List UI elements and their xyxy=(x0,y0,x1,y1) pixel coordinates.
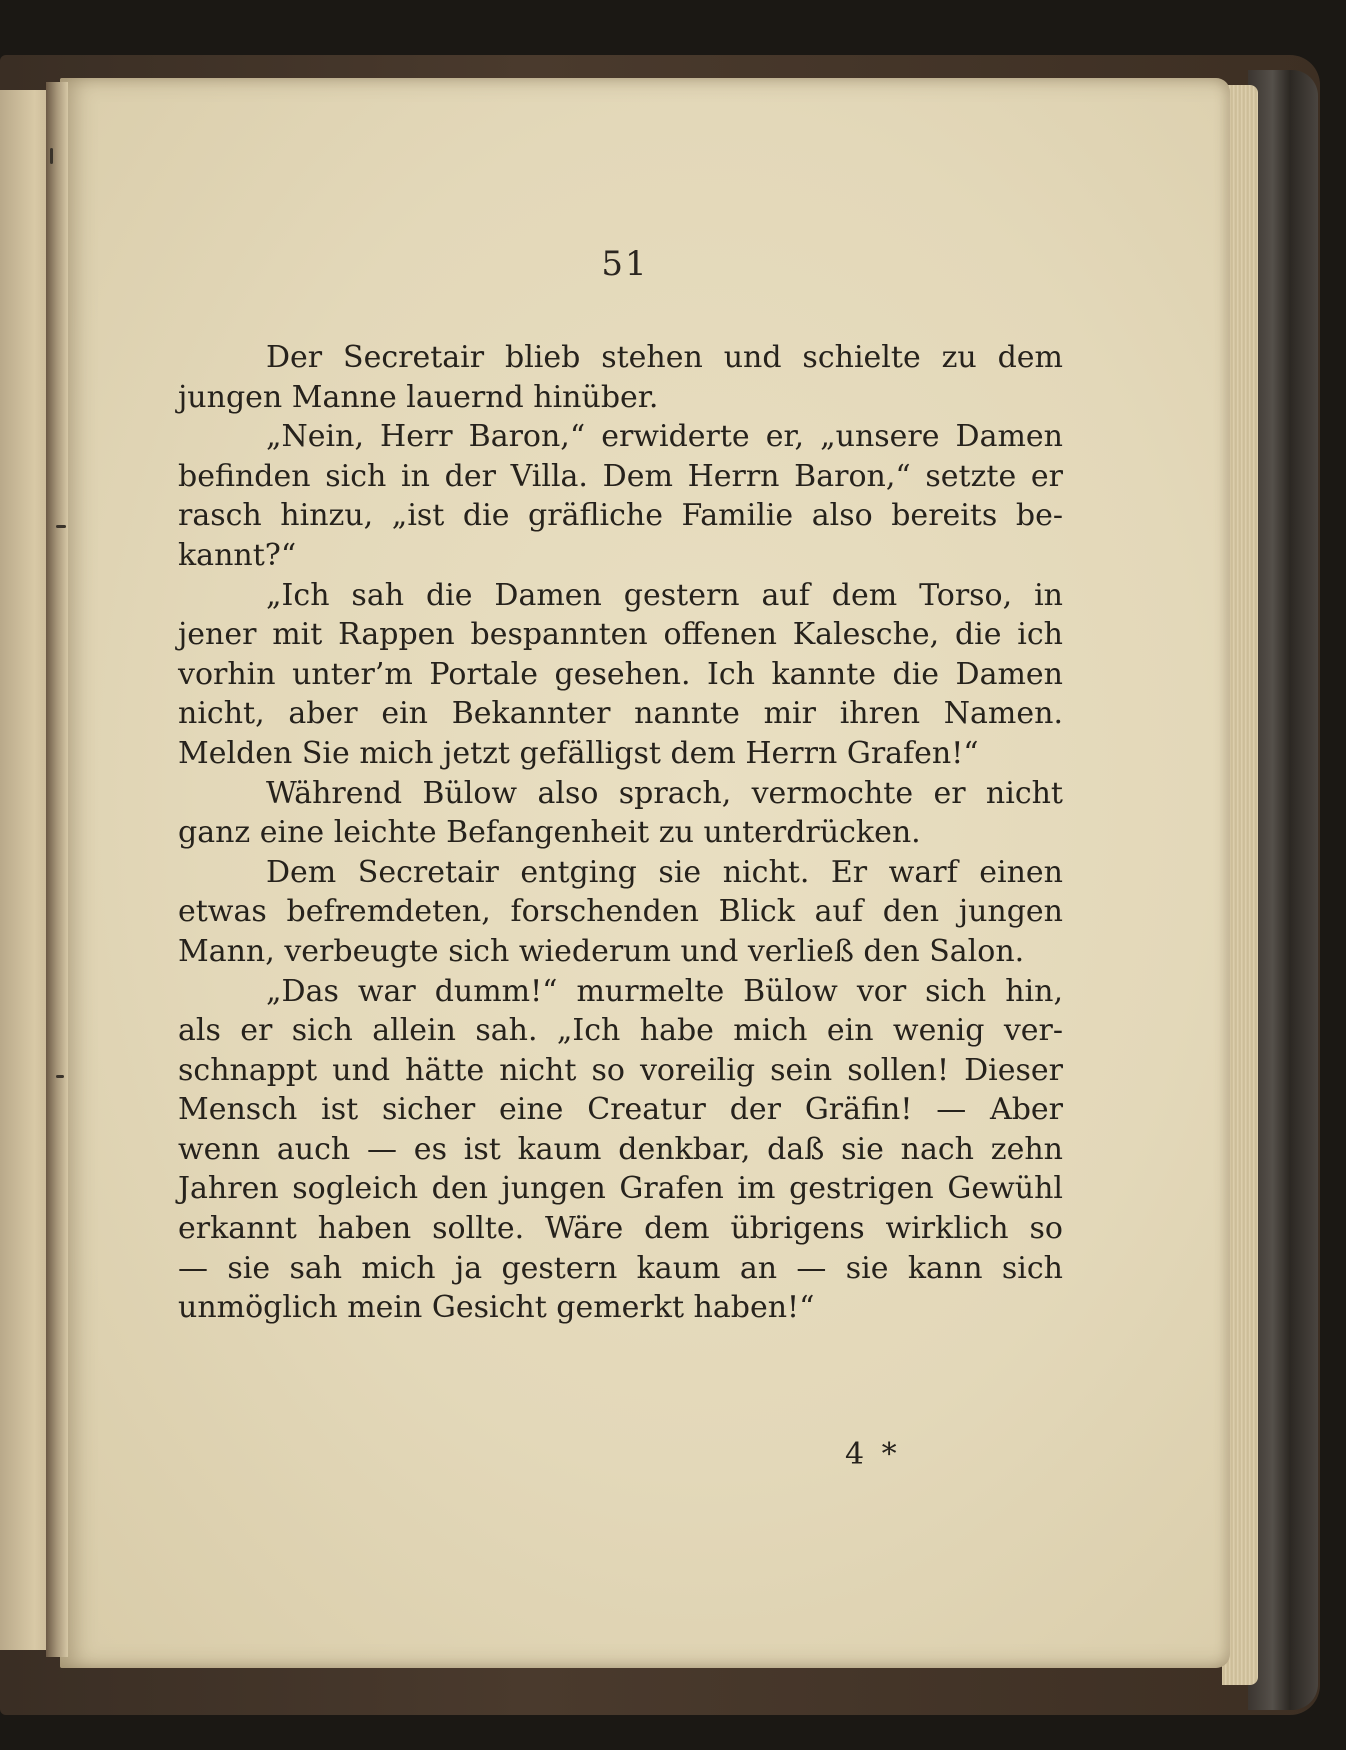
text-line: — sie sah mich ja gestern kaum an — sie kann sich xyxy=(178,1250,1063,1286)
ink-mark xyxy=(56,525,66,528)
text-line: Melden Sie mich jetzt gefälligst dem Herrn Grafen!“ xyxy=(178,735,979,771)
text-line: „Das war dumm!“ murmelte Bülow vor sich hin, xyxy=(266,973,1063,1009)
text-line: kannt?“ xyxy=(178,537,297,573)
book-gutter xyxy=(46,82,68,1657)
text-line: vorhin unter’m Portale gesehen. Ich kannte die Damen xyxy=(178,656,1063,692)
text-line: wenn auch — es ist kaum denkbar, daß sie nach zehn xyxy=(178,1131,1063,1167)
text-line: ganz eine leichte Befangenheit zu unterdrücken. xyxy=(178,815,921,851)
text-line: jungen Manne lauernd hinüber. xyxy=(178,379,659,415)
text-line: nicht, aber ein Bekannter nannte mir ihren Namen. xyxy=(178,696,1063,732)
ink-mark xyxy=(56,1075,64,1078)
text-line: Mann, verbeugte sich wiederum und verließ den Salon. xyxy=(178,933,1025,969)
text-line: befinden sich in der Villa. Dem Herrn Baron,“ setzte er xyxy=(178,458,1063,494)
text-line: rasch hinzu, „ist die gräfliche Familie also bereits be- xyxy=(178,498,1063,534)
text-line: etwas befremdeten, forschenden Blick auf den jungen xyxy=(178,894,1063,930)
text-line: unmöglich mein Gesicht gemerkt haben!“ xyxy=(178,1290,815,1326)
signature-mark: 4 * xyxy=(845,1437,901,1472)
page-number: 51 xyxy=(601,244,649,284)
text-line: Während Bülow also sprach, vermochte er nicht xyxy=(266,775,1063,811)
text-line: „Ich sah die Damen gestern auf dem Torso, in xyxy=(266,577,1063,613)
text-line: „Nein, Herr Baron,“ erwiderte er, „unsere Damen xyxy=(266,419,1063,455)
text-line: jener mit Rappen bespannten offenen Kalesche, die ich xyxy=(178,617,1063,653)
text-line: erkannt haben sollte. Wäre dem übrigens wirklich so xyxy=(178,1211,1063,1247)
cover-edge xyxy=(1248,70,1318,1710)
page-text xyxy=(178,338,1063,1328)
text-line: Jahren sogleich den jungen Grafen im gestrigen Gewühl xyxy=(178,1171,1063,1207)
text-line: Der Secretair blieb stehen und schielte zu dem xyxy=(266,340,1063,375)
text-line: als er sich allein sah. „Ich habe mich ein wenig ver- xyxy=(178,1013,1063,1049)
text-line: schnappt und hätte nicht so voreilig sein sollen! Dieser xyxy=(178,1052,1063,1088)
text-line: Dem Secretair entging sie nicht. Er warf einen xyxy=(266,854,1063,890)
ink-mark xyxy=(50,148,53,164)
text-line: Mensch ist sicher eine Creatur der Gräfin! — Aber xyxy=(178,1092,1063,1128)
